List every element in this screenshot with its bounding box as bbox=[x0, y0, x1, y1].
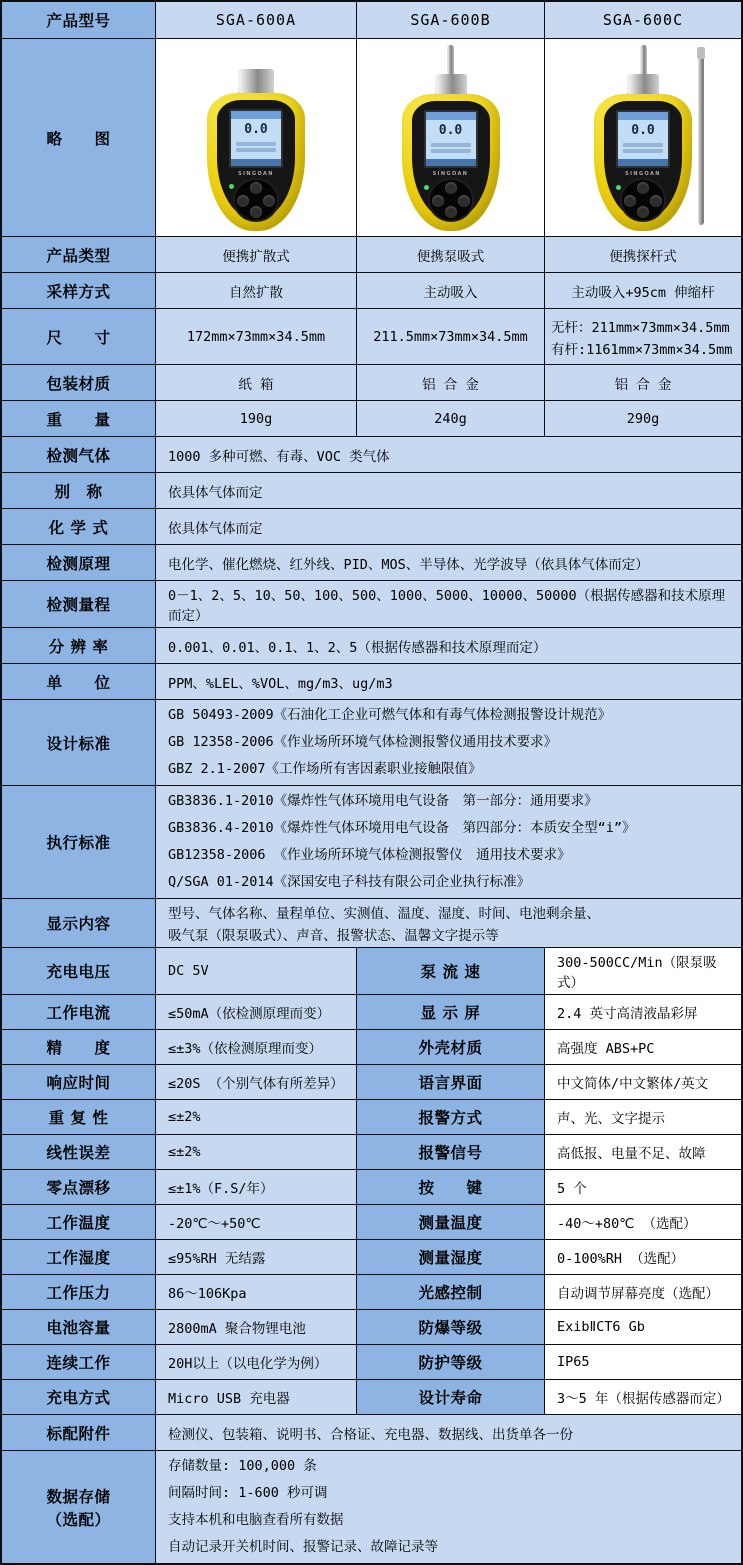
spec-label: 精 度 bbox=[2, 1030, 155, 1064]
brand-text: SINGOAN bbox=[432, 171, 469, 178]
row-design-standards bbox=[2, 699, 741, 785]
spec-value: ExibⅡCT6 Gb bbox=[544, 1310, 741, 1344]
row-battery-explosionproof bbox=[2, 1309, 741, 1344]
spec-value: 20H以上（以电化学为例） bbox=[155, 1345, 356, 1379]
row-value: 0－1、2、5、10、50、100、500、1000、5000、10000、50000（根据传感器和技术原理而定） bbox=[155, 581, 741, 627]
model-sga-600c: SGA-600C bbox=[544, 2, 741, 38]
spec-value: 3～5 年（根据传感器而定） bbox=[544, 1380, 741, 1414]
sensor-cap bbox=[238, 69, 274, 95]
pump-probe bbox=[640, 45, 647, 75]
spec-label: 防护等级 bbox=[356, 1345, 544, 1379]
row-label: 检测量程 bbox=[2, 581, 155, 627]
row-value: PPM、%LEL、%VOL、mg/m3、ug/m3 bbox=[155, 664, 741, 699]
row-charging-voltage-pump-flow bbox=[2, 947, 741, 994]
spec-value: 自动调节屏幕亮度（选配） bbox=[544, 1275, 741, 1309]
value-a: 190g bbox=[155, 401, 356, 436]
row-dimensions bbox=[2, 308, 741, 364]
spec-value: ≤50mA（依检测原理而变） bbox=[155, 995, 356, 1029]
spec-value: ≤20S （个别气体有所差异） bbox=[155, 1065, 356, 1099]
value-b: 211.5mm×73mm×34.5mm bbox=[356, 309, 544, 364]
spec-value: DC 5V bbox=[155, 948, 356, 994]
spec-label: 外壳材质 bbox=[356, 1030, 544, 1064]
spec-value: IP65 bbox=[544, 1345, 741, 1379]
value-a: 172mm×73mm×34.5mm bbox=[155, 309, 356, 364]
value-b: 铝 合 金 bbox=[356, 365, 544, 400]
row-detection-range bbox=[2, 580, 741, 627]
screen-reading: 0.0 bbox=[438, 122, 463, 138]
spec-label: 重 复 性 bbox=[2, 1100, 155, 1134]
telescopic-rod bbox=[698, 47, 704, 225]
row-alias bbox=[2, 472, 741, 508]
row-chemical-formula bbox=[2, 508, 741, 544]
device-diffusion bbox=[181, 45, 331, 231]
spec-value: ≤±1%（F.S/年） bbox=[155, 1170, 356, 1204]
spec-value: 5 个 bbox=[544, 1170, 741, 1204]
spec-value: 2.4 英寸高清液晶彩屏 bbox=[544, 995, 741, 1029]
spec-value: 高强度 ABS+PC bbox=[544, 1030, 741, 1064]
row-label: 采样方式 bbox=[2, 273, 155, 308]
spec-value: 0-100%RH （选配） bbox=[544, 1240, 741, 1274]
device-body bbox=[594, 94, 692, 231]
display-line: 型号、气体名称、量程单位、实测值、温度、湿度、时间、电池剩余量、 bbox=[168, 906, 600, 922]
row-resolution bbox=[2, 627, 741, 663]
value-c: 290g bbox=[544, 401, 741, 436]
row-value: 检测仪、包装箱、说明书、合格证、充电器、数据线、出货单各一份 bbox=[155, 1415, 741, 1450]
row-working-humidity-measuring-humidity bbox=[2, 1239, 741, 1274]
brand-text: SINGOAN bbox=[625, 171, 661, 178]
value-a: 便携扩散式 bbox=[155, 237, 356, 272]
row-working-current-display bbox=[2, 994, 741, 1029]
row-working-pressure-light-control bbox=[2, 1274, 741, 1309]
sensor-cap bbox=[435, 74, 467, 96]
row-value bbox=[155, 1451, 741, 1563]
product-image-sga-600b bbox=[356, 39, 544, 236]
storage-line: 间隔时间: 1-600 秒可调 bbox=[168, 1485, 328, 1501]
dimension-with-rod: 有杆:1161mm×73mm×34.5mm bbox=[551, 341, 733, 358]
row-label: 执行标准 bbox=[2, 786, 155, 898]
standard-line: GB12358-2006 《作业场所环境气体检测报警仪 通用技术要求》 bbox=[168, 847, 571, 863]
spec-label: 测量温度 bbox=[356, 1205, 544, 1239]
spec-label: 泵 流 速 bbox=[356, 948, 544, 994]
device-panel bbox=[412, 101, 490, 220]
row-value bbox=[155, 899, 741, 947]
row-label: 显示内容 bbox=[2, 899, 155, 947]
storage-line: 支持本机和电脑查看所有数据 bbox=[168, 1512, 344, 1528]
spec-label: 测量湿度 bbox=[356, 1240, 544, 1274]
spec-value: 中文简体/中文繁体/英文 bbox=[544, 1065, 741, 1099]
dimension-without-rod: 无杆：211mm×73mm×34.5mm bbox=[551, 319, 730, 336]
row-label: 尺 寸 bbox=[2, 309, 155, 364]
spec-label: 工作电流 bbox=[2, 995, 155, 1029]
device-body bbox=[402, 94, 500, 231]
row-unit bbox=[2, 663, 741, 699]
product-image-sga-600c bbox=[544, 39, 741, 236]
storage-line: 自动记录开关机时间、报警记录、故障记录等 bbox=[168, 1539, 438, 1555]
row-response-time-language bbox=[2, 1064, 741, 1099]
spec-label: 线性误差 bbox=[2, 1135, 155, 1169]
row-label: 重 量 bbox=[2, 401, 155, 436]
storage-label-line1: 数据存储 bbox=[46, 1487, 111, 1506]
row-linearity-alarm-signal bbox=[2, 1134, 741, 1169]
spec-label: 零点漂移 bbox=[2, 1170, 155, 1204]
device-pump bbox=[376, 45, 526, 231]
row-accessories bbox=[2, 1414, 741, 1450]
spec-label: 电池容量 bbox=[2, 1310, 155, 1344]
row-value: 电化学、催化燃烧、红外线、PID、MOS、半导体、光学波导（依具体气体而定） bbox=[155, 545, 741, 580]
spec-value: 高低报、电量不足、故障 bbox=[544, 1135, 741, 1169]
spec-value: 86～106Kpa bbox=[155, 1275, 356, 1309]
row-value: 0.001、0.01、0.1、1、2、5（根据传感器和技术原理而定） bbox=[155, 628, 741, 663]
row-display-content bbox=[2, 898, 741, 947]
row-data-storage bbox=[2, 1450, 741, 1563]
screen-footer bbox=[231, 159, 281, 166]
row-label: 分 辨 率 bbox=[2, 628, 155, 663]
pump-probe bbox=[447, 45, 454, 75]
button-cluster bbox=[235, 180, 277, 220]
sketch-row bbox=[2, 38, 741, 236]
standard-line: GB 12358-2006《作业场所环境气体检测报警仪通用技术要求》 bbox=[168, 734, 558, 750]
row-working-temp-measuring-temp bbox=[2, 1204, 741, 1239]
row-value: 依具体气体而定 bbox=[155, 509, 741, 544]
sketch-label: 略 图 bbox=[2, 39, 155, 236]
spec-value: -20℃～+50℃ bbox=[155, 1205, 356, 1239]
device-panel bbox=[217, 100, 295, 220]
button-cluster bbox=[622, 180, 664, 219]
value-c: 便携探杆式 bbox=[544, 237, 741, 272]
sensor-cap bbox=[627, 74, 659, 96]
storage-label-line2: （选配） bbox=[46, 1510, 111, 1529]
standard-line: Q/SGA 01-2014《深国安电子科技有限公司企业执行标准》 bbox=[168, 874, 531, 890]
spec-value: ≤95%RH 无结露 bbox=[155, 1240, 356, 1274]
spec-label: 光感控制 bbox=[356, 1275, 544, 1309]
spec-value: 300-500CC/Min（限泵吸式） bbox=[544, 948, 741, 994]
row-value: 1000 多种可燃、有毒、VOC 类气体 bbox=[155, 437, 741, 472]
value-c: 铝 合 金 bbox=[544, 365, 741, 400]
spec-label: 报警信号 bbox=[356, 1135, 544, 1169]
button-cluster bbox=[430, 180, 472, 219]
row-value bbox=[155, 700, 741, 785]
row-executive-standards bbox=[2, 785, 741, 898]
screen-reading: 0.0 bbox=[631, 122, 655, 138]
spec-value: Micro USB 充电器 bbox=[155, 1380, 356, 1414]
spec-value: ≤±3%（依检测原理而变） bbox=[155, 1030, 356, 1064]
spec-label: 显 示 屏 bbox=[356, 995, 544, 1029]
status-led bbox=[424, 185, 429, 190]
spec-label: 防爆等级 bbox=[356, 1310, 544, 1344]
header-label: 产品型号 bbox=[2, 2, 155, 38]
standard-line: GB 50493-2009《石油化工企业可燃气体和有毒气体检测报警设计规范》 bbox=[168, 707, 612, 723]
row-product-type bbox=[2, 236, 741, 272]
screen-reading: 0.0 bbox=[244, 121, 268, 137]
brand-text: SINGOAN bbox=[238, 170, 274, 177]
spec-value: -40～+80℃ （选配） bbox=[544, 1205, 741, 1239]
row-sampling-method bbox=[2, 272, 741, 308]
status-led bbox=[229, 184, 234, 189]
row-charging-method-design-life bbox=[2, 1379, 741, 1414]
spec-label: 工作压力 bbox=[2, 1275, 155, 1309]
row-zero-drift-buttons bbox=[2, 1169, 741, 1204]
row-precision-shell-material bbox=[2, 1029, 741, 1064]
standard-line: GBZ 2.1-2007《工作场所有害因素职业接触限值》 bbox=[168, 761, 482, 777]
spec-label: 充电电压 bbox=[2, 948, 155, 994]
spec-label: 设计寿命 bbox=[356, 1380, 544, 1414]
row-label: 单 位 bbox=[2, 664, 155, 699]
row-label: 标配附件 bbox=[2, 1415, 155, 1450]
standard-line: GB3836.1-2010《爆炸性气体环境用电气设备 第一部分：通用要求》 bbox=[168, 793, 598, 809]
spec-label: 语言界面 bbox=[356, 1065, 544, 1099]
row-label: 设计标准 bbox=[2, 700, 155, 785]
row-detected-gas bbox=[2, 436, 741, 472]
row-detection-principle bbox=[2, 544, 741, 580]
spec-label: 充电方式 bbox=[2, 1380, 155, 1414]
storage-line: 存储数量: 100,000 条 bbox=[168, 1458, 317, 1474]
spec-label: 工作温度 bbox=[2, 1205, 155, 1239]
device-body bbox=[207, 93, 305, 231]
spec-value: ≤±2% bbox=[155, 1100, 356, 1134]
device-telescopic bbox=[568, 45, 718, 231]
row-label: 别 称 bbox=[2, 473, 155, 508]
row-label: 化 学 式 bbox=[2, 509, 155, 544]
standard-line: GB3836.4-2010《爆炸性气体环境用电气设备 第四部分：本质安全型“i”》 bbox=[168, 820, 636, 836]
value-a: 自然扩散 bbox=[155, 273, 356, 308]
value-b: 240g bbox=[356, 401, 544, 436]
spec-value: 声、光、文字提示 bbox=[544, 1100, 741, 1134]
value-b: 便携泵吸式 bbox=[356, 237, 544, 272]
value-c: 主动吸入+95cm 伸缩杆 bbox=[544, 273, 741, 308]
row-weight bbox=[2, 400, 741, 436]
row-label: 检测气体 bbox=[2, 437, 155, 472]
row-label: 检测原理 bbox=[2, 545, 155, 580]
row-label: 包装材质 bbox=[2, 365, 155, 400]
spec-label: 按 键 bbox=[356, 1170, 544, 1204]
value-b: 主动吸入 bbox=[356, 273, 544, 308]
row-value: 依具体气体而定 bbox=[155, 473, 741, 508]
row-continuous-work-protection bbox=[2, 1344, 741, 1379]
row-label: 产品类型 bbox=[2, 237, 155, 272]
spec-label: 响应时间 bbox=[2, 1065, 155, 1099]
device-screen bbox=[616, 110, 670, 168]
row-packing-material bbox=[2, 364, 741, 400]
device-panel bbox=[604, 101, 682, 220]
display-line: 吸气泵（限泵吸式）、声音、报警状态、温馨文字提示等 bbox=[168, 928, 499, 944]
model-sga-600a: SGA-600A bbox=[155, 2, 356, 38]
status-led bbox=[616, 185, 621, 190]
row-value bbox=[155, 786, 741, 898]
value-c bbox=[544, 309, 741, 364]
value-a: 纸 箱 bbox=[155, 365, 356, 400]
spec-label: 报警方式 bbox=[356, 1100, 544, 1134]
screen-statusbar bbox=[231, 111, 281, 119]
device-screen bbox=[424, 110, 478, 168]
spec-label: 连续工作 bbox=[2, 1345, 155, 1379]
spec-value: ≤±2% bbox=[155, 1135, 356, 1169]
row-label bbox=[2, 1451, 155, 1563]
model-sga-600b: SGA-600B bbox=[356, 2, 544, 38]
spec-value: 2800mA 聚合物锂电池 bbox=[155, 1310, 356, 1344]
row-repeatability-alarm-mode bbox=[2, 1099, 741, 1134]
spec-label: 工作湿度 bbox=[2, 1240, 155, 1274]
product-image-sga-600a bbox=[155, 39, 356, 236]
header-row bbox=[2, 2, 741, 38]
device-screen bbox=[229, 109, 283, 168]
